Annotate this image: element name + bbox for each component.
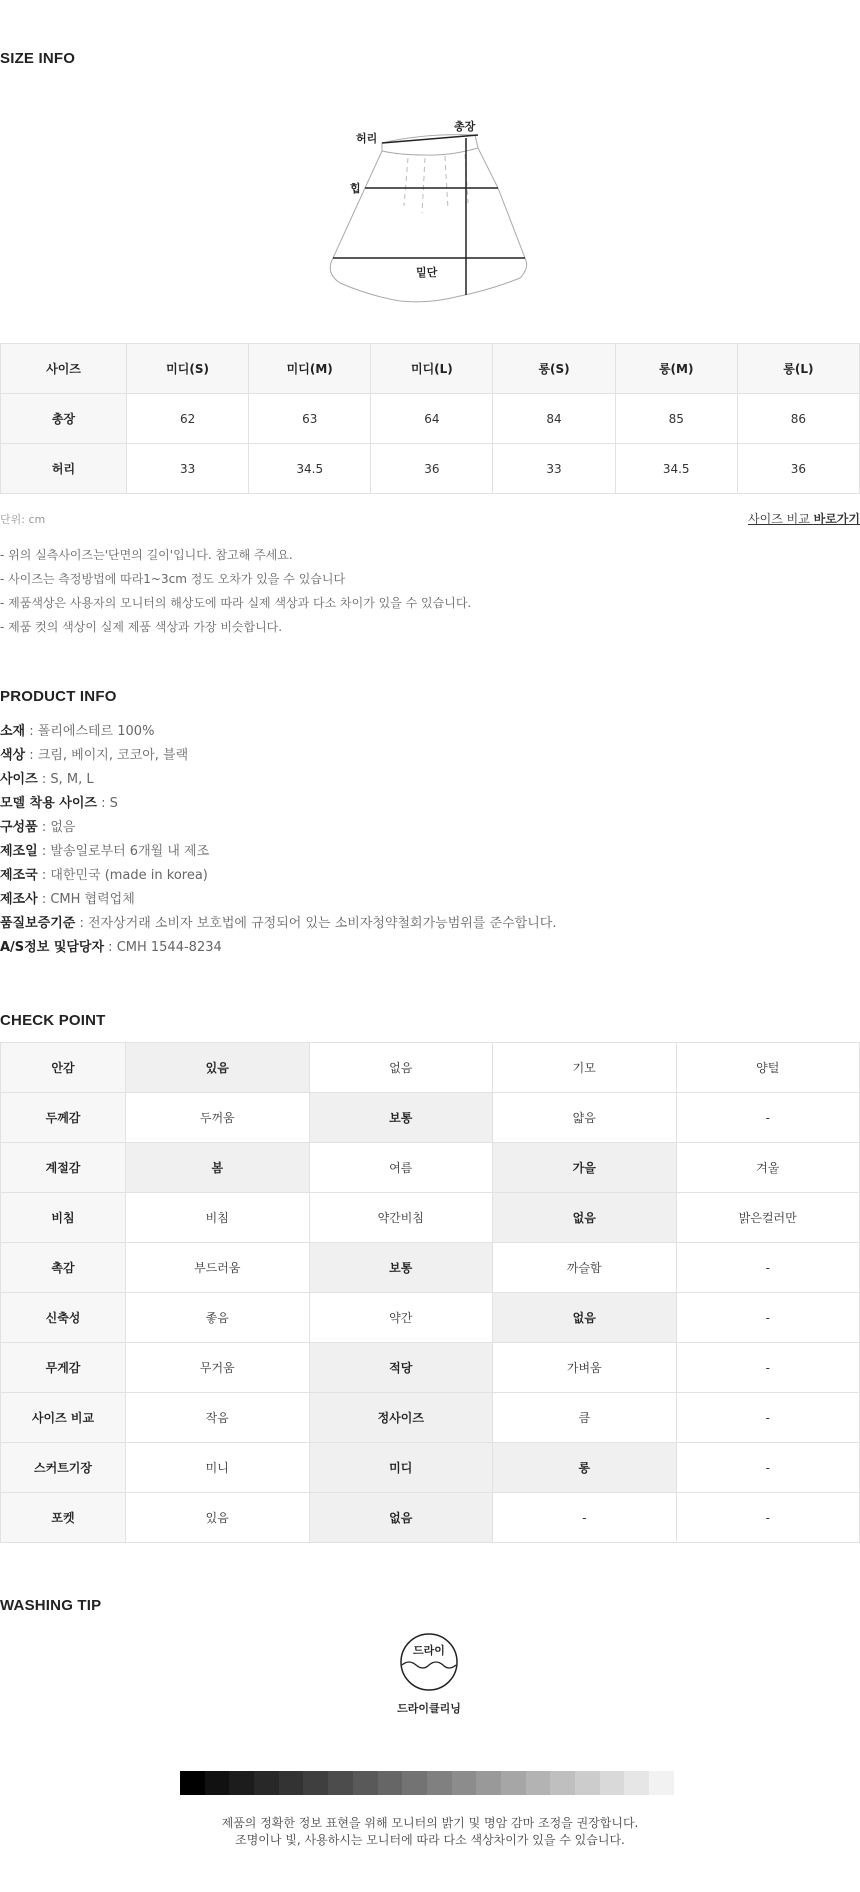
info-value: : 폴리에스테르 100% <box>25 724 155 739</box>
skirt-pleat-lines <box>404 154 468 213</box>
info-label: 모델 착용 사이즈 <box>0 796 97 811</box>
size-row-header: 총장 <box>1 394 127 444</box>
info-value: : 크림, 베이지, 코코아, 블랙 <box>25 748 189 763</box>
product-info-title: PRODUCT INFO <box>0 688 117 705</box>
size-table-row <box>1 444 860 494</box>
info-label: 품질보증기준 <box>0 916 76 931</box>
product-info-item <box>0 912 556 936</box>
size-cell: 63 <box>249 394 371 444</box>
size-col-header: 롱(S) <box>493 344 615 394</box>
hip-label: 힙 <box>350 182 361 195</box>
check-point-option: 양털 <box>676 1043 860 1093</box>
product-info-item <box>0 792 556 816</box>
size-col-header: 롱(M) <box>615 344 737 394</box>
info-label: 구성품 <box>0 820 38 835</box>
washing-tip-title: WASHING TIP <box>0 1597 102 1614</box>
check-point-row <box>1 1343 860 1393</box>
product-info-list <box>0 720 556 960</box>
size-cell: 62 <box>127 394 249 444</box>
info-label: 제조국 <box>0 868 38 883</box>
info-value: : S <box>96 796 118 811</box>
check-point-option: 까슬함 <box>493 1243 677 1293</box>
check-point-row-header: 촉감 <box>1 1243 126 1293</box>
size-notes <box>0 543 471 639</box>
size-info-title: SIZE INFO <box>0 50 76 67</box>
check-point-row-header: 비침 <box>1 1193 126 1243</box>
check-point-option: 가벼움 <box>493 1343 677 1393</box>
check-point-row-header: 스커트기장 <box>1 1443 126 1493</box>
size-compare-link[interactable] <box>748 510 860 527</box>
size-cell: 34.5 <box>249 444 371 494</box>
check-point-option: 약간 <box>309 1293 493 1343</box>
size-cell: 85 <box>615 394 737 444</box>
size-note: - 제품색상은 사용자의 모니터의 해상도에 따라 실제 색상과 다소 차이가 있을 수 있습니다. <box>0 596 472 610</box>
check-point-body <box>1 1043 860 1543</box>
check-point-row-header: 안감 <box>1 1043 126 1093</box>
check-point-row-header: 포켓 <box>1 1493 126 1543</box>
monitor-notice-line: 제품의 정확한 정보 표현을 위해 모니터의 밝기 및 명암 감마 조정을 권장합니다. <box>221 1816 639 1830</box>
skirt-size-diagram <box>320 118 550 318</box>
check-point-row <box>1 1443 860 1493</box>
check-point-option: 좋음 <box>126 1293 310 1343</box>
info-label: 사이즈 <box>0 772 38 787</box>
check-point-row <box>1 1143 860 1193</box>
gray-swatch <box>452 1771 477 1795</box>
size-table-header-row <box>1 344 860 394</box>
info-label: 색상 <box>0 748 26 763</box>
check-point-option: - <box>676 1093 860 1143</box>
info-value: : 대한민국 (made in korea) <box>37 868 208 883</box>
gray-swatch <box>649 1771 674 1795</box>
dry-clean-label: 드라이클리닝 <box>397 1702 461 1715</box>
check-point-option: 비침 <box>126 1193 310 1243</box>
check-point-option-selected: 보통 <box>309 1093 493 1143</box>
size-cell: 34.5 <box>615 444 737 494</box>
check-point-title: CHECK POINT <box>0 1012 106 1029</box>
check-point-option: - <box>493 1493 677 1543</box>
gray-swatch <box>476 1771 501 1795</box>
check-point-option: 있음 <box>126 1493 310 1543</box>
size-cell: 64 <box>371 394 493 444</box>
product-info-item <box>0 840 556 864</box>
product-info-item <box>0 768 556 792</box>
size-col-header: 미디(M) <box>249 344 371 394</box>
check-point-option: 부드러움 <box>126 1243 310 1293</box>
hem-label: 밑단 <box>416 266 438 279</box>
size-col-header: 미디(L) <box>371 344 493 394</box>
size-cell: 33 <box>127 444 249 494</box>
product-info-item <box>0 720 556 744</box>
check-point-option: - <box>676 1493 860 1543</box>
check-point-option: - <box>676 1243 860 1293</box>
check-point-option: 밝은컬러만 <box>676 1193 860 1243</box>
info-label: 제조사 <box>0 892 38 907</box>
size-cell: 33 <box>493 444 615 494</box>
gray-swatch <box>600 1771 625 1795</box>
check-point-option-selected: 정사이즈 <box>309 1393 493 1443</box>
check-point-row-header: 사이즈 비교 <box>1 1393 126 1443</box>
size-table-row <box>1 394 860 444</box>
check-point-row <box>1 1393 860 1443</box>
product-info-item <box>0 888 556 912</box>
check-point-option-selected: 가을 <box>493 1143 677 1193</box>
size-cell: 84 <box>493 394 615 444</box>
check-point-option-selected: 보통 <box>309 1243 493 1293</box>
waist-label: 허리 <box>356 132 378 145</box>
info-label: 제조일 <box>0 844 38 859</box>
check-point-option: - <box>676 1393 860 1443</box>
check-point-row <box>1 1043 860 1093</box>
check-point-option-selected: 롱 <box>493 1443 677 1493</box>
gray-swatch <box>229 1771 254 1795</box>
skirt-waistband <box>382 135 478 155</box>
check-point-row <box>1 1243 860 1293</box>
gray-swatch <box>279 1771 304 1795</box>
info-value: : S, M, L <box>37 772 94 787</box>
gray-swatch <box>427 1771 452 1795</box>
check-point-option: - <box>676 1343 860 1393</box>
check-point-row-header: 계절감 <box>1 1143 126 1193</box>
gray-swatch <box>180 1771 205 1795</box>
check-point-option: 큼 <box>493 1393 677 1443</box>
dry-clean-icon <box>399 1632 459 1692</box>
size-unit-label: 단위: cm <box>0 513 46 526</box>
product-info-item <box>0 936 556 960</box>
gray-swatch <box>205 1771 230 1795</box>
check-point-option: - <box>676 1443 860 1493</box>
length-label: 총장 <box>454 120 476 133</box>
check-point-option: 여름 <box>309 1143 493 1193</box>
check-point-option: 무거움 <box>126 1343 310 1393</box>
size-col-header: 롱(L) <box>737 344 859 394</box>
size-compare-link-prefix: 사이즈 비교 <box>748 512 814 526</box>
check-point-option: 약간비침 <box>309 1193 493 1243</box>
check-point-option: 작음 <box>126 1393 310 1443</box>
size-compare-link-bold: 바로가기 <box>813 512 860 526</box>
gray-swatch <box>353 1771 378 1795</box>
gray-swatch <box>550 1771 575 1795</box>
info-value: : CMH 1544-8234 <box>104 940 222 955</box>
check-point-option-selected: 없음 <box>493 1293 677 1343</box>
size-cell: 86 <box>737 394 859 444</box>
check-point-option-selected: 봄 <box>126 1143 310 1193</box>
check-point-row-header: 신축성 <box>1 1293 126 1343</box>
size-cell: 36 <box>737 444 859 494</box>
info-label: A/S정보 및담당자 <box>0 940 105 955</box>
check-point-row <box>1 1293 860 1343</box>
gray-swatch <box>526 1771 551 1795</box>
info-value: : 전자상거래 소비자 보호법에 규정되어 있는 소비자청약철회가능범위를 준수합니다. <box>75 916 557 931</box>
gray-swatch <box>254 1771 279 1795</box>
check-point-row-header: 무게감 <box>1 1343 126 1393</box>
gray-swatch <box>402 1771 427 1795</box>
check-point-option: 없음 <box>309 1043 493 1093</box>
size-note: - 제품 컷의 색상이 실제 제품 색상과 가장 비슷합니다. <box>0 620 283 634</box>
size-note: - 위의 실측사이즈는'단면의 길이'입니다. 참고해 주세요. <box>0 548 293 562</box>
check-point-row-header: 두께감 <box>1 1093 126 1143</box>
check-point-option: 겨울 <box>676 1143 860 1193</box>
check-point-option: 얇음 <box>493 1093 677 1143</box>
dry-clean-icon-text: 드라이 <box>413 1644 445 1657</box>
product-info-item <box>0 744 556 768</box>
gray-swatch <box>624 1771 649 1795</box>
gray-swatch <box>378 1771 403 1795</box>
product-info-item <box>0 864 556 888</box>
check-point-option: - <box>676 1293 860 1343</box>
check-point-option: 두꺼움 <box>126 1093 310 1143</box>
washing-item <box>394 1632 464 1716</box>
size-note: - 사이즈는 측정방법에 따라1~3cm 정도 오차가 있을 수 있습니다 <box>0 572 346 586</box>
monitor-notice <box>0 1815 860 1849</box>
size-col-header: 미디(S) <box>127 344 249 394</box>
check-point-option: 기모 <box>493 1043 677 1093</box>
check-point-option-selected: 미디 <box>309 1443 493 1493</box>
size-col-header: 사이즈 <box>1 344 127 394</box>
product-info-item <box>0 816 556 840</box>
size-table <box>0 343 860 494</box>
info-label: 소재 <box>0 724 26 739</box>
size-cell: 36 <box>371 444 493 494</box>
check-point-row <box>1 1093 860 1143</box>
check-point-option-selected: 없음 <box>309 1493 493 1543</box>
check-point-option-selected: 적당 <box>309 1343 493 1393</box>
check-point-row <box>1 1193 860 1243</box>
check-point-row <box>1 1493 860 1543</box>
info-value: : 없음 <box>37 820 76 835</box>
check-point-option: 미니 <box>126 1443 310 1493</box>
check-point-option-selected: 없음 <box>493 1193 677 1243</box>
gray-swatch <box>303 1771 328 1795</box>
check-point-option-selected: 있음 <box>126 1043 310 1093</box>
info-value: : CMH 협력업체 <box>37 892 135 907</box>
gray-swatch <box>575 1771 600 1795</box>
skirt-diagram-svg <box>320 118 550 318</box>
monitor-gray-scale <box>180 1771 674 1795</box>
check-point-table <box>0 1042 860 1543</box>
gray-swatch <box>501 1771 526 1795</box>
monitor-notice-line: 조명이나 빛, 사용하시는 모니터에 따라 다소 색상차이가 있을 수 있습니다. <box>235 1833 625 1847</box>
gray-swatch <box>328 1771 353 1795</box>
info-value: : 발송일로부터 6개월 내 제조 <box>37 844 210 859</box>
size-row-header: 허리 <box>1 444 127 494</box>
